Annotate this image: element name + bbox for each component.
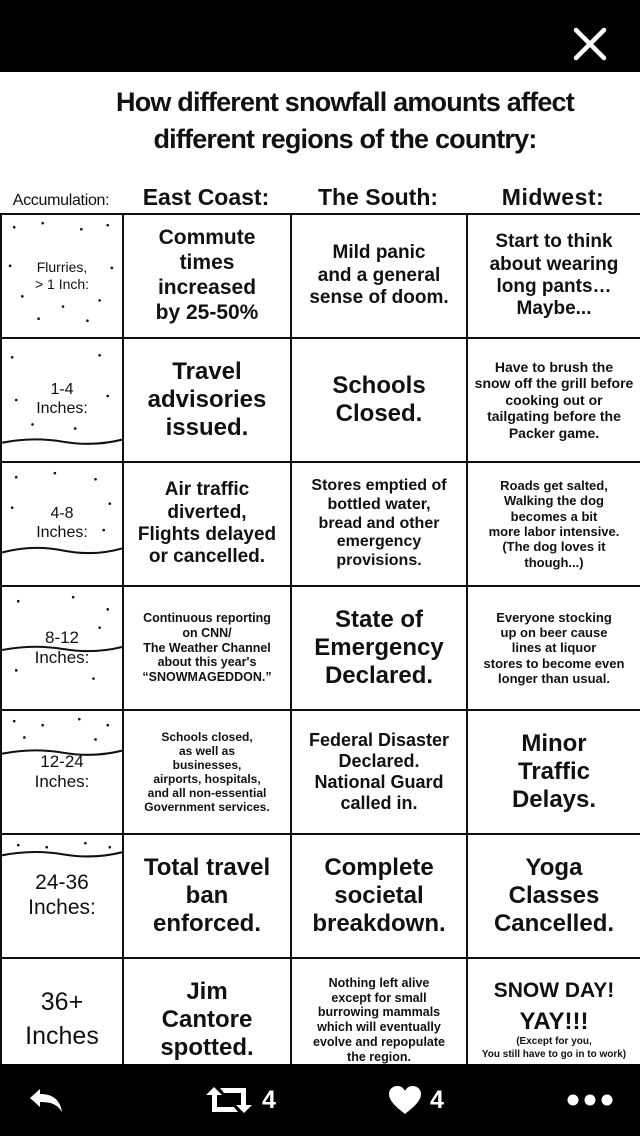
cell-line: (The dog loves it [502,539,606,555]
cell-line: State of [334,605,423,633]
cell-line: Air traffic [164,479,250,501]
like-button[interactable] [388,1078,444,1122]
reply-icon [26,1085,66,1115]
cell-line: enforced. [152,910,262,938]
cell-line: Have to brush the [494,358,614,375]
cell-line: up on beer cause [500,625,608,640]
cell-line: cooking out or [505,391,603,408]
cell-line: The Weather Channel [143,640,271,655]
cell-line: Packer game. [508,424,600,441]
cell-line: Roads get salted, [500,478,608,494]
cell-line: evolve and repopulate [313,1034,445,1049]
acc-line: 36+ [40,988,84,1017]
acc-line: Inches [25,1022,99,1050]
table-row [1,710,640,834]
tweet-image[interactable] [0,72,640,1064]
cell-line: and a general [317,264,441,286]
cell-line: spotted. [160,1034,254,1062]
cell-line: provisions. [336,552,422,570]
cell-line: National Guard [314,772,444,792]
cell-line: diverted, [167,501,247,523]
snowfall-table [0,213,640,1064]
midwest-cell [467,462,640,586]
cell-line: Complete [324,853,434,881]
midwest-cell [467,214,640,338]
cell-line: Schools closed, [161,729,253,744]
cell-line: bread and other [318,514,440,532]
cell-line: Delays. [511,786,597,814]
table-row [1,462,640,586]
table-row [1,834,640,958]
cell-line: the region. [347,1049,411,1064]
table-row [1,214,640,338]
cell-line: times [179,251,235,275]
acc-line: 1-4 [50,381,74,399]
retweet-icon [204,1083,254,1117]
cell-line: You still have to go in to work) [481,1048,627,1060]
accumulation-cell [1,338,123,462]
cell-line: increased [157,276,257,299]
cell-line: issued. [165,414,249,442]
east-coast-cell [123,710,291,834]
cell-line: Mild panic [332,242,426,264]
east-coast-cell [123,462,291,586]
acc-line: Inches: [36,400,88,417]
midwest-cell [467,338,640,462]
accumulation-cell [1,462,123,586]
cell-line: sense of doom. [309,287,449,309]
cell-line: Stores emptied of [311,476,447,494]
close-button[interactable] [566,20,614,68]
acc-line: Inches: [28,896,96,919]
accumulation-cell [1,214,123,338]
acc-line: 12-24 [40,751,84,771]
acc-line: 4-8 [50,505,74,523]
cell-line: Continuous reporting [143,611,271,626]
cell-line: becomes a bit [510,508,598,524]
cell-line: lines at liquor [511,640,597,656]
cell-line: Everyone stocking [496,609,612,625]
cell-line: ban [185,881,229,909]
cell-line: as well as [178,743,236,758]
cell-line: by 25-50% [155,300,259,324]
cell-line: called in. [340,793,418,814]
acc-line: Inches: [34,648,90,667]
south-cell [291,338,467,462]
cell-line: stores to become even [483,655,625,671]
accumulation-cell [1,710,123,834]
cell-line: Maybe... [516,298,592,320]
acc-line: 24-36 [35,871,89,895]
action-bar [0,1064,640,1136]
top-bar [0,0,640,72]
midwest-cell [467,834,640,958]
cell-line: Cancelled. [493,910,615,938]
acc-line: Inches: [36,524,88,541]
cell-line: and all non-essential [147,786,267,801]
cell-line: breakdown. [312,910,446,938]
close-icon [566,20,614,68]
cell-line: Commute [158,226,256,250]
east-coast-cell [123,958,291,1064]
cell-line: YAY!!! [519,1007,589,1035]
image-title [60,84,630,158]
acc-line: 8-12 [44,627,80,647]
cell-line: more labor intensive. [488,524,620,539]
cell-line: longer than usual. [498,670,610,686]
retweet-count: 4 [262,1085,276,1114]
cell-line: Classes [508,881,600,909]
cell-line: bottled water, [327,495,431,513]
like-count: 4 [430,1085,444,1114]
accumulation-cell [1,958,123,1064]
south-cell [291,214,467,338]
cell-line: which will eventually [317,1020,441,1034]
heart-icon [388,1085,422,1115]
cell-line: about this year's [157,655,257,670]
more-button[interactable] [566,1078,614,1122]
more-icon [566,1093,614,1107]
header-midwest: Midwest: [501,184,605,210]
midwest-cell [467,958,640,1064]
midwest-cell [467,710,640,834]
cell-line: except for small [331,990,427,1005]
south-cell [291,710,467,834]
cell-line: Schools [332,371,426,399]
retweet-button[interactable] [204,1078,276,1122]
east-coast-cell [123,586,291,710]
cell-line: Declared. [324,662,434,690]
cell-line: about wearing [489,253,619,275]
cell-line: Walking the dog [504,493,604,509]
cell-line: burrowing mammals [317,1005,441,1020]
cell-line: Start to think [495,231,613,253]
cell-line: Flights delayed [137,524,277,545]
cell-line: Minor [521,729,587,757]
table-row [1,958,640,1064]
cell-line: “SNOWMAGEDDON.” [142,670,272,685]
east-coast-cell [123,214,291,338]
cell-line: Government services. [144,800,270,815]
east-coast-cell [123,834,291,958]
cell-line: snow off the grill before [474,375,634,392]
cell-line: tailgating before the [487,408,621,425]
title-line-1: How different snowfall amounts affect [116,87,574,117]
header-the-south: The South: [317,184,439,210]
header-accumulation: Accumulation: [12,192,110,209]
south-cell [291,834,467,958]
cell-line: Nothing left alive [328,975,430,990]
cell-line: Closed. [335,400,423,427]
acc-line: Flurries, [36,259,88,276]
cell-line: societal [334,881,424,909]
acc-line: Inches: [34,772,90,791]
reply-button[interactable] [26,1078,66,1122]
cell-line: Declared. [338,750,420,771]
cell-line: airports, hospitals, [153,772,261,786]
cell-line: emergency [336,533,422,551]
cell-line: Federal Disaster [308,729,450,750]
cell-line: Yoga [525,853,583,881]
cell-line: on CNN/ [182,625,232,640]
cell-line: Travel [172,357,242,385]
cell-line: long pants… [496,276,612,297]
cell-line: Cantore [161,1005,253,1033]
acc-line: > 1 Inch: [34,276,90,292]
south-cell [291,958,467,1064]
accumulation-cell [1,834,123,958]
cell-line: businesses, [172,757,242,772]
table-row [1,338,640,462]
cell-line: (Except for you, [516,1036,592,1048]
header-east-coast: East Coast: [142,184,270,210]
table-row [1,586,640,710]
cell-line: Emergency [314,633,444,661]
east-coast-cell [123,338,291,462]
south-cell [291,586,467,710]
cell-line: Traffic [517,757,591,785]
cell-line: though...) [524,554,584,570]
cell-line: SNOW DAY! [493,978,615,1002]
cell-line: or cancelled. [148,546,266,568]
cell-line: advisories [147,385,267,413]
midwest-cell [467,586,640,710]
cell-line: Jim [186,977,228,1005]
south-cell [291,462,467,586]
accumulation-cell [1,586,123,710]
cell-line: Total travel [143,853,271,881]
title-line-2: different regions of the country: [153,124,537,154]
